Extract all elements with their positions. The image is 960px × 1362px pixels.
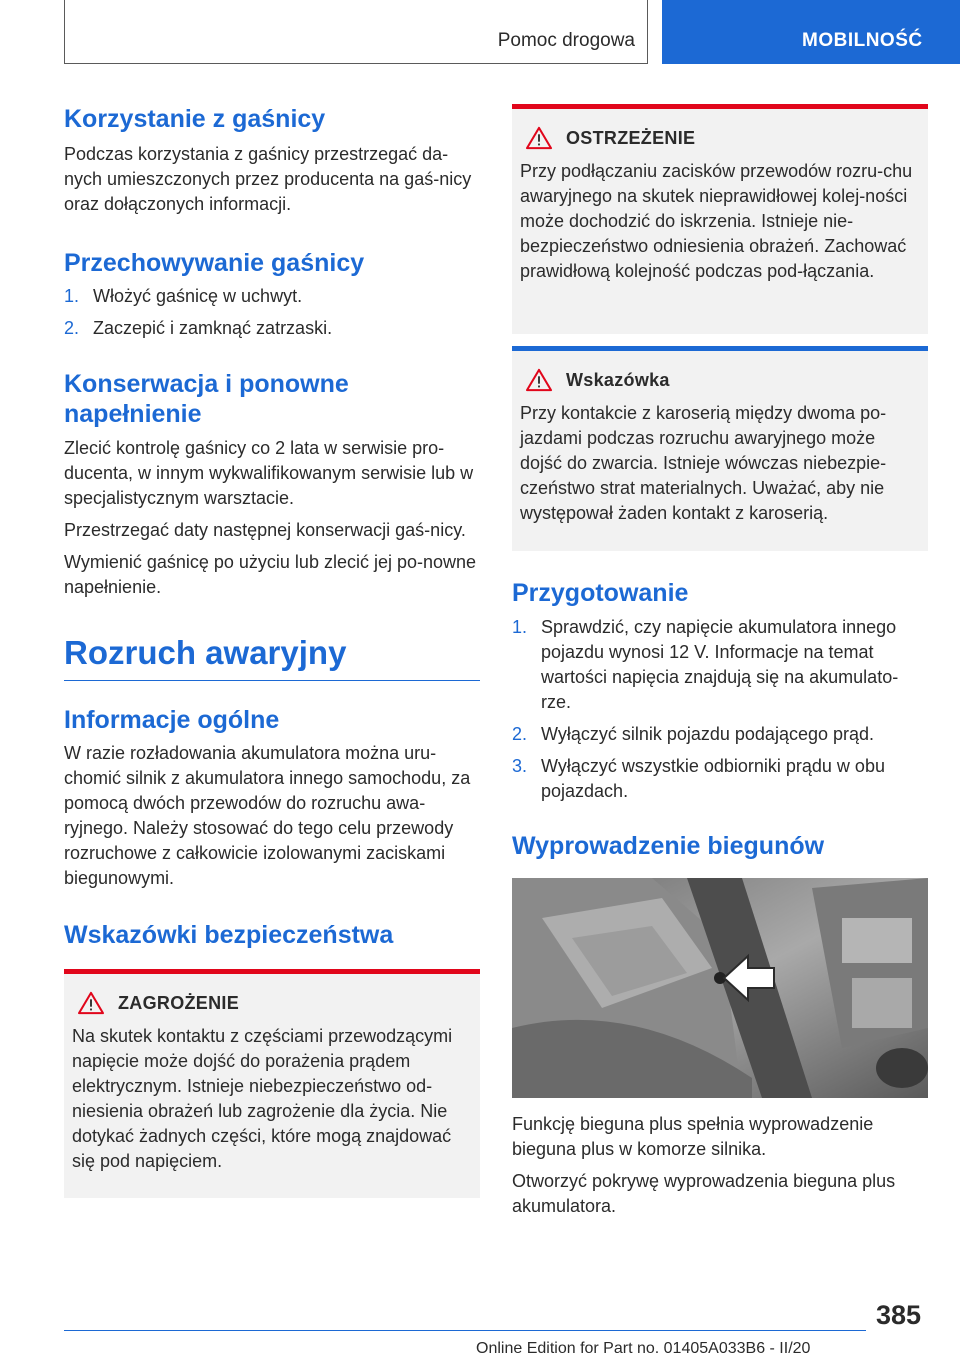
list-item [512, 615, 928, 715]
step-text: Wyłączyć wszystkie odbiorniki prądu w obu pojazdach. [541, 756, 885, 801]
right-column [512, 104, 928, 1219]
header-chapter-tab[interactable] [662, 0, 960, 64]
list-item [64, 284, 480, 309]
header-section-title: Pomoc drogowa [497, 30, 635, 51]
step-number: 3. [512, 756, 528, 776]
step-number: 2. [512, 724, 528, 744]
danger-notice [64, 969, 480, 1198]
warning-notice-title: OSTRZEŻENIE [566, 127, 696, 148]
note-notice [512, 346, 928, 551]
list-item [512, 722, 928, 747]
section-title-extinguisher-storage: Przechowywanie gaśnicy [64, 249, 365, 277]
chapter-title-rule [64, 680, 480, 681]
footer-rule [64, 1330, 866, 1331]
list-item [512, 754, 928, 804]
step-number: 2. [64, 318, 80, 338]
footer-edition: Online Edition for Part no. 01405A033B6 - II/20 [476, 1340, 811, 1357]
note-notice-title: Wskazówka [566, 369, 670, 390]
maintenance-text-3: Wymienić gaśnicę po użyciu lub zlecić jej po-nowne napełnienie. [64, 552, 477, 597]
section-title-jump-start-terminals: Wyprowadzenie biegunów [512, 832, 825, 860]
step-number: 1. [64, 286, 80, 306]
extinguisher-use-text: Podczas korzystania z gaśnicy przestrzegać da-nych umieszczonych przez producenta na gaś-nicy oraz dołączonych informacji. [64, 144, 472, 214]
step-number: 1. [512, 617, 528, 637]
preparation-steps [512, 615, 928, 804]
general-info-text: W razie rozładowania akumulatora można uru-chomić silnik z akumulatora innego samochodu, za pomocą dwóch przewodów do rozruchu awa-ryjnego. Należy stosować do tego celu przewody rozruchowe z całkowicie izolowanymi zaciskami biegunowymi. [64, 743, 471, 888]
page-number: 385 [876, 1300, 922, 1330]
step-text: Wyłączyć silnik pojazdu podającego prąd. [541, 724, 875, 744]
engine-bay-photo [512, 878, 928, 1098]
maintenance-text-1: Zlecić kontrolę gaśnicy co 2 lata w serwisie pro-ducenta, w innym wykwalifikowanym serwisie lub w specjalistycznym warsztacie. [64, 438, 474, 508]
note-notice-text: Przy kontakcie z karoserią między dwoma po-jazdami podczas rozruchu awaryjnego może dojść do zwarcia. Istnieje wówczas niebezpie-czeństwo strat materialnych. Uważać, aby nie występował żaden kontakt z karoserią. [520, 403, 887, 523]
list-item [64, 316, 480, 341]
storage-steps [64, 284, 480, 341]
danger-notice-header [72, 990, 470, 1016]
warning-triangle-icon [524, 126, 554, 150]
step-text: Zaczepić i zamknąć zatrzaski. [93, 318, 333, 338]
attention-triangle-icon [524, 368, 554, 392]
warning-notice-header [520, 125, 918, 151]
warning-notice [512, 104, 928, 334]
warning-triangle-icon [76, 991, 106, 1015]
terminals-text-1: Funkcję bieguna plus spełnia wyprowadzenie bieguna plus w komorze silnika. [512, 1114, 874, 1159]
section-title-extinguisher-use: Korzystanie z gaśnicy [64, 105, 326, 133]
danger-notice-title: ZAGROŻENIE [118, 992, 240, 1013]
chapter-title-jump-start: Rozruch awaryjny [64, 634, 347, 671]
section-title-safety: Wskazówki bezpieczeństwa [64, 921, 394, 949]
terminals-text-2: Otworzyć pokrywę wyprowadzenia bieguna plus akumulatora. [512, 1171, 896, 1216]
section-title-preparation: Przygotowanie [512, 579, 689, 607]
left-column [64, 104, 480, 1198]
step-text: Włożyć gaśnicę w uchwyt. [93, 286, 303, 306]
danger-notice-text: Na skutek kontaktu z częściami przewodzącymi napięcie może dojść do porażenia prądem elektrycznym. Istnieje niebezpieczeństwo od-niesienia obrażeń lub zagrożenie dla życia. Nie dotykać żadnych części, które mogą znajdować się pod napięciem. [72, 1026, 453, 1171]
step-text: Sprawdzić, czy napięcie akumulatora innego pojazdu wynosi 12 V. Informacje na temat wartości napięcia znajdują się na akumulato-rze. [541, 617, 899, 712]
maintenance-text-2: Przestrzegać daty następnej konserwacji gaś-nicy. [64, 520, 466, 540]
section-title-general-info: Informacje ogólne [64, 706, 280, 734]
section-title-maintenance: Konserwacja i ponowne napełnienie [64, 370, 349, 428]
warning-notice-text: Przy podłączaniu zacisków przewodów rozru-chu awaryjnego na skutek nieprawidłowej kolej-ności może dochodzić do iskrzenia. Istnieje nie-bezpieczeństwo odniesienia obrażeń. Zachować prawidłową kolejność podczas pod-łączania. [520, 161, 913, 281]
header-chapter-label: MOBILNOŚĆ [802, 30, 923, 51]
note-notice-header [520, 367, 918, 393]
